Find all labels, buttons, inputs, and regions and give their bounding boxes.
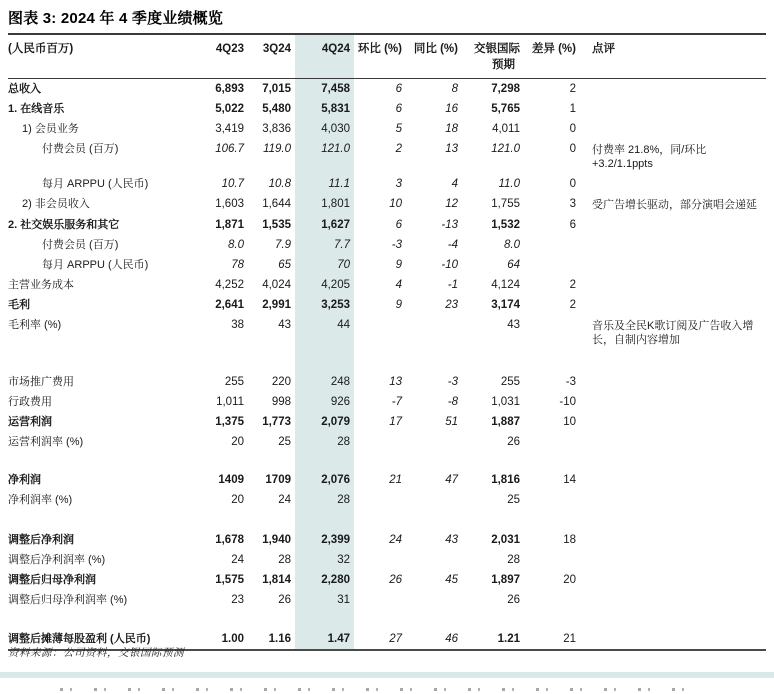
cell-4q24	[295, 350, 354, 372]
cell-3q24: 1,773	[262, 416, 291, 428]
cell-qoq: 26	[389, 574, 402, 586]
cell-comment	[580, 610, 766, 629]
cell-diff: 21	[524, 629, 580, 650]
header-3q24: 3Q24	[248, 34, 295, 79]
header-4q23: 4Q23	[194, 34, 248, 79]
cell-qoq	[354, 350, 406, 372]
cell-comment	[580, 490, 766, 510]
header-unit-label: (人民币百万)	[8, 34, 194, 79]
cell-comment	[580, 392, 766, 412]
cell-label: 毛利率 (%)	[8, 319, 62, 331]
header-estimate-line1: 交银国际	[474, 43, 520, 55]
cell-4q23: 106.7	[215, 143, 244, 155]
table-row	[8, 470, 766, 490]
cell-4q23: 1,603	[215, 198, 244, 210]
cell-estimate: 11.0	[498, 178, 520, 190]
cell-4q23: 1409	[218, 474, 244, 486]
cell-qoq: 5	[395, 123, 402, 135]
cell-4q24: 2,079	[295, 412, 354, 432]
cell-diff: 2	[569, 279, 576, 291]
cell-estimate: 64	[507, 259, 520, 271]
cell-estimate: 26	[507, 436, 520, 448]
page-title: 图表 3: 2024 年 4 季度业绩概览	[8, 10, 224, 27]
cell-3q24	[248, 610, 295, 629]
cell-yoy: 23	[445, 299, 458, 311]
cell-4q24: 926	[295, 392, 354, 412]
cell-3q24: 7,015	[262, 83, 291, 95]
cell-qoq: 6	[395, 83, 402, 95]
cell-diff	[524, 350, 580, 372]
cell-comment	[580, 629, 766, 650]
cell-yoy: 8	[451, 83, 458, 95]
cell-4q23	[194, 350, 248, 372]
cell-label: 付费会员 (百万)	[42, 239, 119, 251]
cell-4q23: 1,011	[216, 396, 244, 408]
cell-yoy: 51	[445, 416, 458, 428]
cell-4q24: 7.7	[295, 235, 354, 255]
cell-estimate: 1,816	[491, 474, 520, 486]
cell-qoq: 9	[395, 259, 402, 271]
cell-4q24: 44	[295, 315, 354, 350]
cell-4q24	[295, 610, 354, 629]
cell-diff: -10	[559, 396, 576, 408]
header-comment: 点评	[580, 34, 766, 79]
table-body	[8, 79, 766, 651]
cell-yoy: -4	[447, 239, 458, 251]
cell-label: 2. 社交娱乐服务和其它	[8, 219, 120, 231]
cell-diff: 0	[569, 143, 576, 155]
cell-estimate	[462, 610, 524, 629]
cell-4q24: 5,831	[295, 99, 354, 119]
cell-diff	[524, 490, 580, 510]
header-estimate	[462, 34, 524, 79]
cell-4q23: 20	[231, 436, 244, 448]
cell-label: 付费会员 (百万)	[42, 143, 119, 155]
cell-label: 调整后归母净利润率 (%)	[8, 594, 128, 606]
cell-4q24: 3,253	[295, 295, 354, 315]
cell-qoq: 27	[354, 629, 406, 650]
cell-yoy: 18	[445, 123, 458, 135]
cell-label: 净利润率 (%)	[8, 494, 73, 506]
cell-diff	[524, 432, 580, 452]
cell-diff	[524, 510, 580, 530]
cell-3q24: 1709	[265, 474, 291, 486]
cell-4q23: 6,893	[215, 83, 244, 95]
table-row	[8, 570, 766, 590]
cell-diff: 10	[563, 416, 576, 428]
cell-4q24: 28	[295, 490, 354, 510]
cell-4q24: 121.0	[295, 139, 354, 174]
cell-comment	[580, 470, 766, 490]
cell-qoq	[354, 590, 406, 610]
cell-comment	[580, 432, 766, 452]
cell-diff	[524, 235, 580, 255]
cell-4q23: 255	[224, 376, 244, 388]
cell-comment: 受广告增长驱动，部分演唱会递延	[592, 199, 757, 211]
cell-label: 净利润	[8, 474, 41, 486]
cell-diff	[524, 315, 580, 350]
cell-yoy: -1	[447, 279, 458, 291]
cell-4q23: 78	[231, 259, 244, 271]
table-row	[8, 255, 766, 275]
cell-4q24: 1,801	[295, 194, 354, 215]
cell-diff: 0	[569, 178, 576, 190]
cell-qoq	[354, 452, 406, 470]
cell-diff: 2	[569, 299, 576, 311]
cell-diff	[524, 255, 580, 275]
cell-qoq	[354, 490, 406, 510]
cell-label: 每月 ARPPU (人民币)	[42, 178, 149, 190]
cell-comment	[580, 295, 766, 315]
cell-qoq: 24	[389, 534, 402, 546]
table-row	[8, 119, 766, 139]
cell-3q24	[248, 510, 295, 530]
cell-comment	[580, 215, 766, 235]
cell-label: 1. 在线音乐	[8, 103, 65, 115]
cell-label: 调整后摊薄每股盈利 (人民币)	[8, 629, 194, 650]
cell-estimate: 4,011	[492, 123, 520, 135]
table-row	[8, 590, 766, 610]
cell-4q24: 4,205	[295, 275, 354, 295]
cell-3q24: 26	[278, 594, 291, 606]
header-row	[8, 34, 766, 79]
header-4q24: 4Q24	[295, 34, 354, 79]
table-row	[8, 550, 766, 570]
cell-comment	[580, 255, 766, 275]
cell-yoy	[406, 510, 462, 530]
cell-comment	[580, 550, 766, 570]
cell-4q23: 8.0	[228, 239, 244, 251]
cell-4q23: 1,678	[215, 534, 244, 546]
cell-3q24: 10.8	[268, 178, 291, 190]
cell-diff: 6	[569, 219, 576, 231]
cell-qoq	[354, 432, 406, 452]
table-row	[8, 79, 766, 100]
cell-diff	[524, 550, 580, 570]
cell-estimate: 26	[507, 594, 520, 606]
cell-4q23: 3,419	[215, 123, 244, 135]
cell-4q24: 32	[295, 550, 354, 570]
cell-3q24: 1.16	[248, 629, 295, 650]
cell-yoy: 46	[406, 629, 462, 650]
cell-yoy	[406, 452, 462, 470]
cell-diff: 0	[569, 123, 576, 135]
cell-estimate: 1,031	[491, 396, 520, 408]
cell-qoq	[354, 510, 406, 530]
source-note: 资料来源：公司资料，交银国际预测	[8, 647, 184, 659]
cell-4q24	[295, 452, 354, 470]
cell-4q23: 23	[231, 594, 244, 606]
cell-qoq: 2	[395, 143, 402, 155]
cell-qoq: 17	[389, 416, 402, 428]
cell-label: 行政费用	[8, 396, 52, 408]
table-row	[8, 174, 766, 194]
spacer-row	[8, 452, 766, 470]
cell-3q24: 5,480	[262, 103, 291, 115]
cell-diff: 3	[569, 198, 576, 210]
header-diff: 差异 (%)	[524, 34, 580, 79]
cell-4q23: 1,575	[215, 574, 244, 586]
cell-estimate: 1.21	[462, 629, 524, 650]
cell-qoq	[354, 550, 406, 570]
cell-qoq: 10	[389, 198, 402, 210]
cell-comment	[580, 570, 766, 590]
cell-estimate: 1,532	[491, 219, 520, 231]
cell-3q24: 220	[271, 376, 291, 388]
cell-qoq: 6	[395, 103, 402, 115]
cell-diff: 20	[563, 574, 576, 586]
cell-3q24: 998	[271, 396, 291, 408]
cell-yoy	[406, 550, 462, 570]
cell-comment	[580, 99, 766, 119]
cell-comment	[580, 372, 766, 392]
cell-comment: 付费率 21.8%，同/环比+3.2/1.1ppts	[592, 144, 707, 170]
header-estimate-line2: 预期	[492, 59, 515, 71]
cell-3q24	[248, 452, 295, 470]
cutoff-text-fragments	[60, 688, 706, 691]
cell-label: 调整后归母净利润	[8, 574, 96, 586]
cell-4q24: 28	[295, 432, 354, 452]
cell-label	[8, 350, 194, 372]
header-yoy: 同比 (%)	[406, 34, 462, 79]
cell-estimate	[462, 510, 524, 530]
cell-yoy: 16	[445, 103, 458, 115]
cell-comment	[580, 412, 766, 432]
cell-estimate: 255	[500, 376, 520, 388]
cell-4q23: 38	[231, 319, 244, 331]
cell-qoq: 13	[389, 376, 402, 388]
cell-3q24: 4,024	[262, 279, 291, 291]
table-row	[8, 194, 766, 215]
cell-comment	[580, 174, 766, 194]
cell-4q23: 10.7	[221, 178, 244, 190]
cell-3q24: 7.9	[275, 239, 291, 251]
cell-4q24	[295, 510, 354, 530]
table-row	[8, 235, 766, 255]
table-row	[8, 99, 766, 119]
cell-qoq: -3	[391, 239, 402, 251]
cell-estimate: 1,897	[491, 574, 520, 586]
cell-diff	[524, 452, 580, 470]
cell-4q24: 4,030	[295, 119, 354, 139]
cell-comment	[580, 79, 766, 100]
cell-yoy: -10	[441, 259, 458, 271]
cell-4q24: 1.47	[295, 629, 354, 650]
cell-yoy: -13	[441, 219, 458, 231]
cell-4q23: 1.00	[194, 629, 248, 650]
cell-yoy: 43	[445, 534, 458, 546]
cell-4q24: 248	[295, 372, 354, 392]
cell-3q24: 1,535	[262, 219, 291, 231]
cell-label	[8, 610, 194, 629]
cell-estimate: 8.0	[504, 239, 520, 251]
cell-estimate: 25	[507, 494, 520, 506]
cell-diff	[524, 590, 580, 610]
table-row	[8, 490, 766, 510]
cell-comment	[580, 235, 766, 255]
cell-4q23: 2,641	[215, 299, 244, 311]
cell-diff: -3	[565, 376, 576, 388]
cell-yoy	[406, 315, 462, 350]
cell-yoy	[406, 610, 462, 629]
cell-qoq	[354, 610, 406, 629]
cell-qoq: 6	[395, 219, 402, 231]
cell-estimate: 1,755	[491, 198, 520, 210]
cell-qoq: 4	[395, 279, 402, 291]
cell-estimate: 121.0	[491, 143, 520, 155]
cell-yoy	[406, 490, 462, 510]
cell-label: 市场推广费用	[8, 376, 74, 388]
results-table	[8, 33, 766, 651]
cell-comment: 音乐及全民K歌订阅及广告收入增长，自制内容增加	[592, 320, 754, 346]
cell-4q23: 24	[231, 554, 244, 566]
cell-3q24: 1,940	[262, 534, 291, 546]
cell-3q24: 1,814	[262, 574, 291, 586]
spacer-row	[8, 510, 766, 530]
cell-yoy	[406, 350, 462, 372]
cell-diff: 18	[563, 534, 576, 546]
cell-estimate	[462, 350, 524, 372]
cell-4q23	[194, 452, 248, 470]
cell-4q23: 1,375	[215, 416, 244, 428]
cell-3q24: 24	[278, 494, 291, 506]
table-row	[8, 412, 766, 432]
cell-4q24: 2,076	[295, 470, 354, 490]
cell-4q24: 7,458	[295, 79, 354, 100]
table-row	[8, 372, 766, 392]
cell-estimate: 3,174	[491, 299, 520, 311]
cell-yoy: -8	[447, 396, 458, 408]
cell-yoy: -3	[447, 376, 458, 388]
cell-4q24: 2,280	[295, 570, 354, 590]
cell-estimate: 28	[507, 554, 520, 566]
cell-diff: 14	[563, 474, 576, 486]
cell-label: 调整后净利润	[8, 534, 74, 546]
cell-yoy: 13	[445, 143, 458, 155]
cell-comment	[580, 510, 766, 530]
table-row	[8, 530, 766, 550]
table-row	[8, 315, 766, 350]
cell-yoy: 4	[451, 178, 458, 190]
cell-estimate: 43	[507, 319, 520, 331]
cell-4q23: 5,022	[215, 103, 244, 115]
cell-3q24: 28	[278, 554, 291, 566]
spacer-row	[8, 610, 766, 629]
cell-3q24: 1,644	[262, 198, 291, 210]
cell-diff: 2	[569, 83, 576, 95]
cell-estimate: 5,765	[491, 103, 520, 115]
cell-4q24: 70	[295, 255, 354, 275]
table-row	[8, 139, 766, 174]
cell-label: 毛利	[8, 299, 30, 311]
cell-label: 运营利润	[8, 416, 52, 428]
cell-qoq	[354, 315, 406, 350]
cell-yoy	[406, 590, 462, 610]
cell-3q24: 3,836	[262, 123, 291, 135]
cell-qoq: 3	[395, 178, 402, 190]
cell-3q24: 25	[278, 436, 291, 448]
cell-label: 总收入	[8, 83, 41, 95]
table-row	[8, 432, 766, 452]
cell-estimate	[462, 452, 524, 470]
cell-label	[8, 510, 194, 530]
cell-estimate: 1,887	[491, 416, 520, 428]
cell-qoq: 21	[389, 474, 402, 486]
cell-estimate: 2,031	[491, 534, 520, 546]
cell-comment	[580, 350, 766, 372]
cell-4q23: 1,871	[215, 219, 244, 231]
cell-4q23	[194, 510, 248, 530]
cell-comment	[580, 590, 766, 610]
cell-4q23: 4,252	[215, 279, 244, 291]
cell-comment	[580, 530, 766, 550]
table-row	[8, 215, 766, 235]
cell-3q24: 65	[278, 259, 291, 271]
table-header	[8, 34, 766, 79]
cell-4q24: 11.1	[295, 174, 354, 194]
cell-comment	[580, 452, 766, 470]
cell-comment	[580, 275, 766, 295]
cell-diff	[524, 610, 580, 629]
cell-4q23	[194, 610, 248, 629]
cell-label: 主营业务成本	[8, 279, 74, 291]
cell-label: 运营利润率 (%)	[8, 436, 84, 448]
cell-label: 调整后净利润率 (%)	[8, 554, 106, 566]
cell-diff: 1	[569, 103, 576, 115]
cell-4q23: 20	[231, 494, 244, 506]
cell-yoy: 45	[445, 574, 458, 586]
cell-4q24: 1,627	[295, 215, 354, 235]
cell-yoy: 47	[445, 474, 458, 486]
header-qoq: 环比 (%)	[354, 34, 406, 79]
cell-3q24: 2,991	[262, 299, 291, 311]
table-row	[8, 392, 766, 412]
table-row	[8, 295, 766, 315]
cell-label: 2) 非会员收入	[22, 198, 90, 210]
cell-qoq: -7	[391, 396, 402, 408]
cell-comment	[580, 119, 766, 139]
cell-yoy	[406, 432, 462, 452]
cell-label: 每月 ARPPU (人民币)	[42, 259, 149, 271]
cell-yoy: 12	[445, 198, 458, 210]
cell-estimate: 7,298	[491, 83, 520, 95]
cell-4q24: 2,399	[295, 530, 354, 550]
cell-estimate: 4,124	[491, 279, 520, 291]
cell-qoq: 9	[395, 299, 402, 311]
cell-3q24: 119.0	[263, 143, 291, 155]
spacer-row	[8, 350, 766, 372]
cell-3q24	[248, 350, 295, 372]
footer-accent-bar	[0, 672, 774, 678]
cell-label	[8, 452, 194, 470]
cell-4q24: 31	[295, 590, 354, 610]
table-row	[8, 275, 766, 295]
cell-3q24: 43	[278, 319, 291, 331]
cell-label: 1) 会员业务	[22, 123, 79, 135]
